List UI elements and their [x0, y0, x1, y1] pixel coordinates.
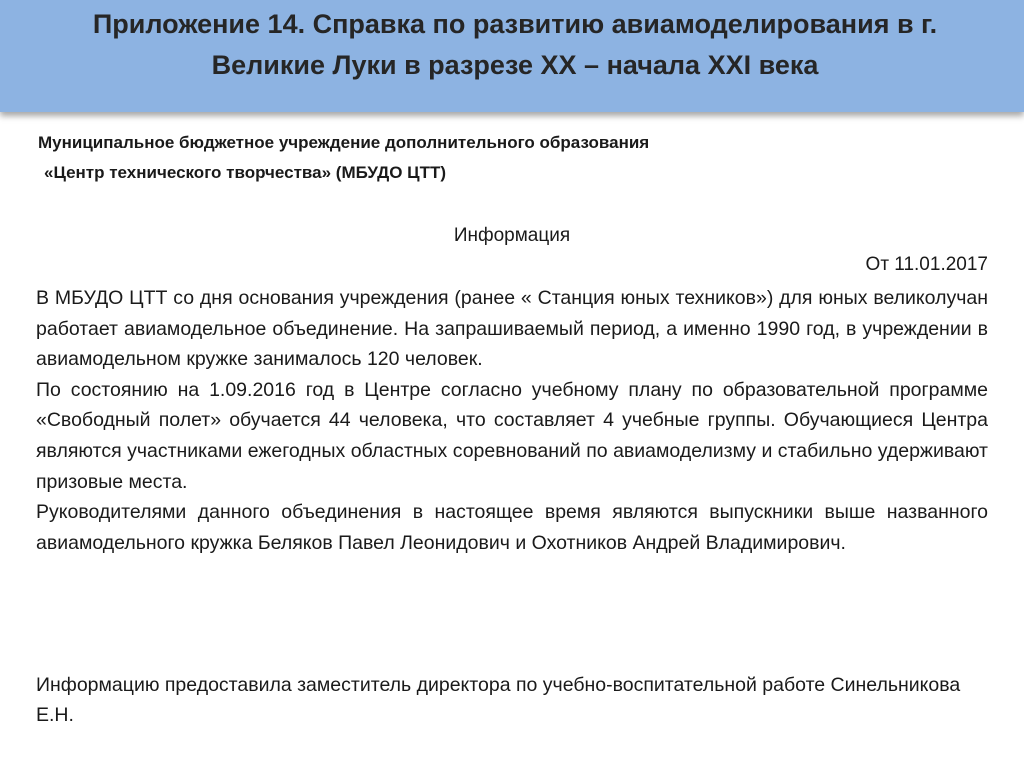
- paragraph-1: В МБУДО ЦТТ со дня основания учреждения (ранее « Станция юных техников») для юных великолучан работает авиамодельное объединение. На запрашиваемый период, а именно 1990 год, в учреждении в авиамодельном кружке занималось 120 человек.: [36, 287, 988, 371]
- organization-name-line-1: Муниципальное бюджетное учреждение дополнительного образования: [38, 133, 650, 152]
- slide-title: [20, 4, 1010, 86]
- document-date: От 11.01.2017: [865, 254, 988, 275]
- paragraph-2: По состоянию на 1.09.2016 год в Центре согласно учебному плану по образовательной программе «Свободный полет» обучается 44 человека, что составляет 4 учебные группы. Обучающиеся Центра являются участниками ежегодных областных соревнований по авиамоделизму и стабильно удерживают призовые места.: [36, 378, 988, 493]
- document-heading: Информация: [453, 225, 571, 246]
- title-banner: [0, 0, 1024, 112]
- organization-name-line-2: «Центр технического творчества» (МБУДО ЦТТ): [44, 163, 447, 182]
- paragraph-3: Руководителями данного объединения в настоящее время являются выпускники выше названного авиамодельного кружка Беляков Павел Леонидович и Охотников Андрей Владимирович.: [36, 501, 988, 554]
- slide-title-line-1: Приложение 14. Справка по развитию авиамоделирования в г.: [92, 9, 938, 39]
- document-footer: Информацию предоставила заместитель директора по учебно-воспитательной работе Синельникова Е.Н.: [36, 674, 961, 726]
- document-body: [36, 283, 988, 558]
- slide-title-line-2: Великие Луки в разрезе ХХ – начала XXI века: [211, 50, 819, 80]
